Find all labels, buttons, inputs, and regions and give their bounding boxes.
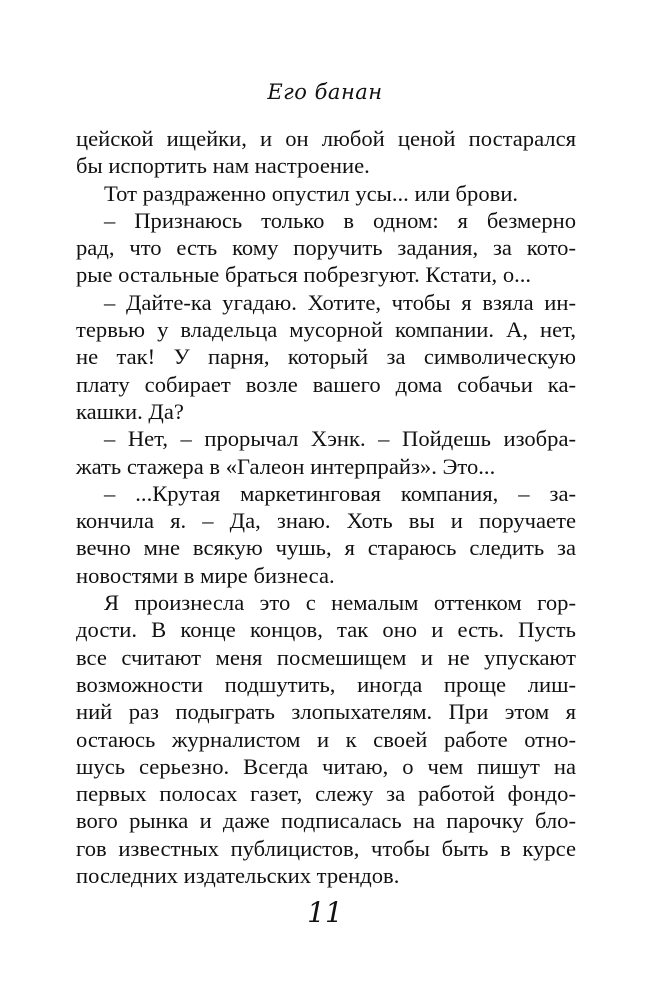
text-line: – Дайте-ка угадаю. Хотите, чтобы я взяла ин- [104,289,576,315]
text-line: остаюсь журналистом и к своей работе отно- [76,726,576,752]
text-line: жать стажера в «Галеон интерпрайз». Это... [76,453,496,479]
text-line: шусь серьезно. Всегда читаю, о чем пишут на [76,753,576,779]
page-number: 11 [307,896,343,929]
text-line: вечно мне всякую чушь, я стараюсь следить за [76,535,576,561]
text-line: последних издательских трендов. [76,863,400,889]
text-line: вого рынка и даже подписалась на парочку бло- [76,808,576,834]
text-line: Тот раздраженно опустил усы... или брови. [104,180,519,206]
text-line: – Нет, – прорычал Хэнк. – Пойдешь изобра- [104,426,576,452]
text-line: первых полосах газет, слежу за работой фондо- [76,781,576,807]
text-line: бы испортить нам настроение. [76,153,370,179]
text-line: – ...Крутая маркетинговая компания, – за- [104,480,576,506]
text-line: Я произнесла это с немалым оттенком гор- [104,590,576,616]
text-line: рад, что есть кому поручить задания, за кото- [76,235,576,261]
text-line: гов известных публицистов, чтобы быть в курсе [76,835,576,861]
text-line: ний раз подыграть злопыхателям. При этом я [76,699,576,725]
text-line: все считают меня посмешищем и не упускают [76,644,576,670]
running-head: Его банан [267,80,383,104]
text-line: рые остальные браться побрезгуют. Кстати, о... [76,262,532,288]
text-line: тервью у владельца мусорной компании. А, нет, [76,317,576,343]
text-line: не так! У парня, который за символическую [76,344,576,370]
text-line: плату собирает возле вашего дома собачьи ка- [76,371,576,397]
text-line: дости. В конце концов, так оно и есть. Пусть [76,617,576,643]
text-line: возможности подшутить, иногда проще лиш- [76,671,576,697]
text-line: новостями в мире бизнеса. [76,562,335,588]
text-line: цейской ищейки, и он любой ценой постарался [76,126,576,151]
text-line: кончила я. – Да, знаю. Хоть вы и поручаете [76,508,576,534]
text-line: – Признаюсь только в одном: я безмерно [104,207,576,233]
body-text [76,125,576,889]
text-line: кашки. Да? [76,398,184,424]
